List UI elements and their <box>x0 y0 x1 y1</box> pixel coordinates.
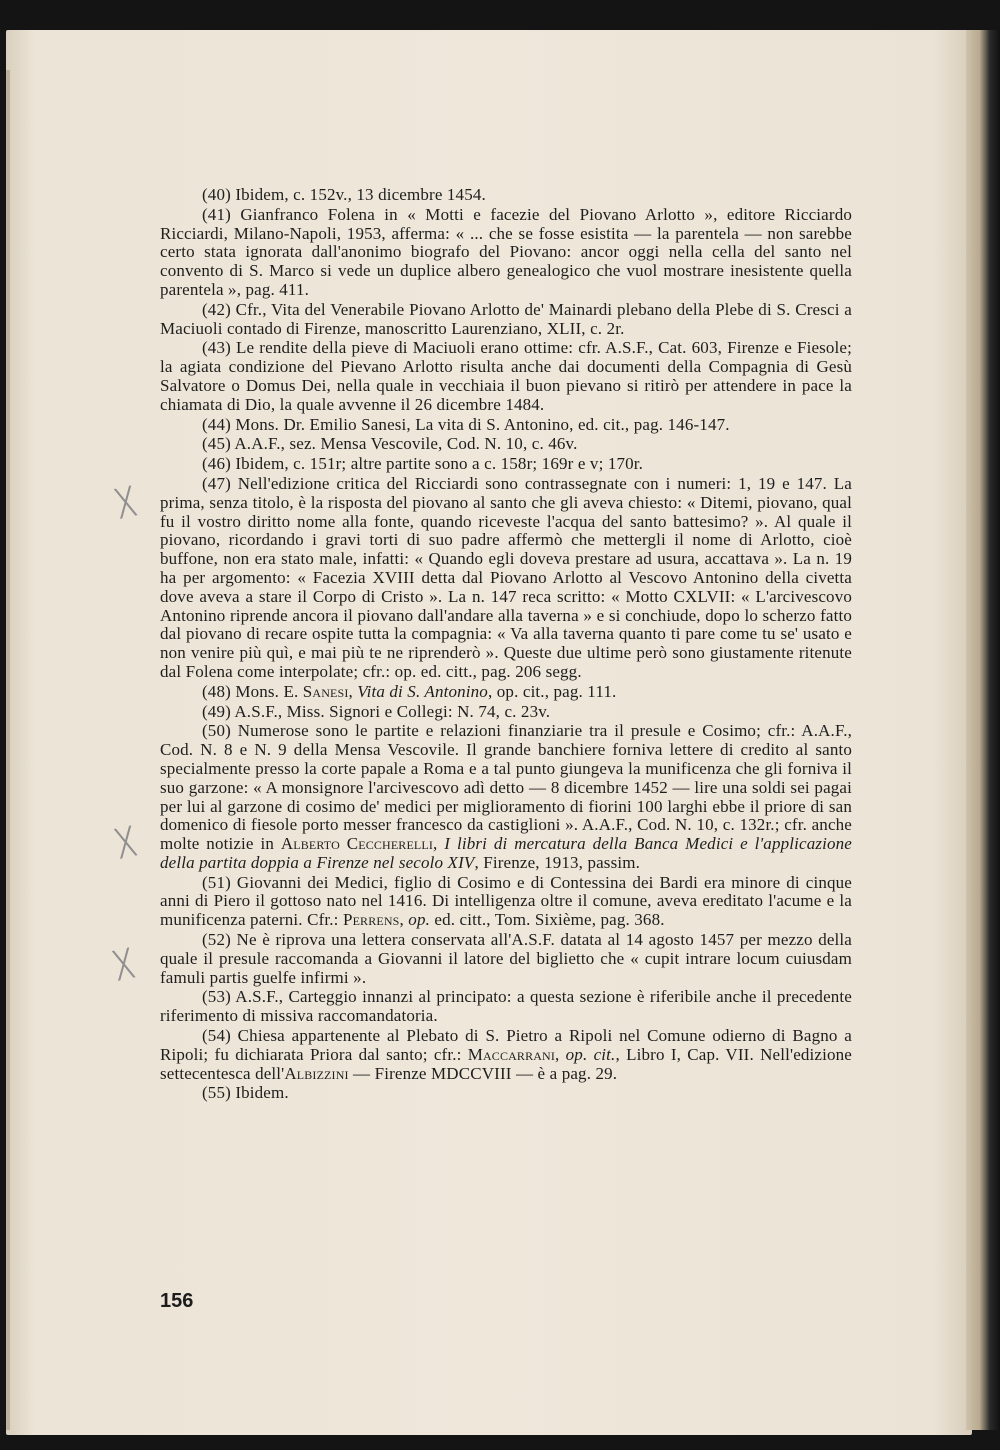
footnote-51: (51) Giovanni dei Medici, figlio di Cosimo e di Contessina dei Bardi era minore di cinque anni di Piero il gottoso nato nel 1416. Di intelligenza oltre il comune, aveva ereditato l'acume e la munificenza paterni. Cfr.: Perrens, op. ed. citt., Tom. Sixième, pag. 368. <box>160 872 852 930</box>
footnote-46: (46) Ibidem, c. 151r; altre partite sono a c. 158r; 169r e v; 170r. <box>202 454 644 474</box>
footnote-43: (43) Le rendite della pieve di Maciuoli erano ottime: cfr. A.S.F., Cat. 603, Firenze e Fiesole; la agiata condizione del Pievano Arlotto risulta anche dai documenti della Compagnia di Gesù Salvatore o Domus Dei, nella quale in vecchiaia il buon pievano si ritirò per attendere in pace la chiamata di Dio, la quale avvenne il 26 dicembre 1484. <box>160 338 852 414</box>
footnote-53: (53) A.S.F., Carteggio innanzi al principato: a questa sezione è riferibile anche il precedente riferimento di missiva raccomandatoria. <box>160 987 852 1026</box>
footnote-41: (41) Gianfranco Folena in « Motti e facezie del Piovano Arlotto », editore Ricciardo Ricciardi, Milano-Napoli, 1953, afferma: « ... che se fosse esistita — la parentela — non sarebbe certo stata ignorata dall'anonimo biografo del Piovano: ancor oggi nella cella del santo nel convento di S. Marco si vede un duplice albero genealogico che vuol mostrare inesistente quella parentela », pag. 411. <box>160 204 852 299</box>
footnote-45: (45) A.A.F., sez. Mensa Vescovile, Cod. N. 10, c. 46v. <box>202 434 578 454</box>
pencil-mark-icon: ╳ <box>115 486 137 520</box>
footnote-48: (48) Mons. E. Sanesi, Vita di S. Antonino, op. cit., pag. 111. <box>202 681 617 701</box>
pencil-mark-icon: ╳ <box>113 948 135 982</box>
footnote-44: (44) Mons. Dr. Emilio Sanesi, La vita di S. Antonino, ed. cit., pag. 146-147. <box>202 414 730 434</box>
footnote-49: (49) A.S.F., Miss. Signori e Collegi: N. 74, c. 23v. <box>202 701 551 721</box>
footnote-55: (55) Ibidem. <box>202 1083 289 1103</box>
page-number: 156 <box>160 1290 194 1312</box>
pencil-mark-icon: ╳ <box>115 826 137 860</box>
footnote-42: (42) Cfr., Vita del Venerabile Piovano Arlotto de' Mainardi plebano della Plebe di S. Cresci a Maciuoli contado di Firenze, manoscritto Laurenziano, XLII, c. 2r. <box>160 299 852 338</box>
page-stack-edge <box>966 30 1000 1430</box>
footnote-40: (40) Ibidem, c. 152v., 13 dicembre 1454. <box>202 185 486 204</box>
footnote-47: (47) Nell'edizione critica del Ricciardi sono contrassegnate con i numeri: 1, 19 e 147. La prima, senza titolo, è la risposta del piovano al santo che gli aveva chiesto: « Ditemi, piovano, qual fu il vostro diritto nome alla fonte, quando riceveste l'acqua del santo battesimo? ». Al quale il piovano, ricordando i gravi torti di suo padre affermò che mettergli il nome di Arlotto, cioè buffone, non era stato male, infatti: « Quando egli doveva prestare ad usura, accattava ». La n. 19 ha per argomento: « Facezia XVIII detta dal Piovano Arlotto al Vescovo Antonino della civetta dove aveva a stare il Corpo di Cristo ». La n. 147 reca scritto: « Motto CXLVII: « L'arcivescovo Antonino riprende ancora il piovano dall'andare alla taverna » e si conchiude, dopo lo scherzo fatto dal piovano di recare ospite tutta la compagnia: « Va alla taverna quanto ti pare come tu se' usato e non venire più quì, e mai più te ne riprenderò ». Queste due ultime però sono giustamente ritenute dal Folena come interpolate; cfr.: op. ed. citt., pag. 206 segg. <box>160 473 852 681</box>
footnotes-block <box>160 186 852 1103</box>
footnote-50: (50) Numerose sono le partite e relazioni finanziarie tra il presule e Cosimo; cfr.: A.A.F., Cod. N. 8 e N. 9 della Mensa Vescovile. Il grande banchiere forniva lettere di credito al santo specialmente presso la corte papale a Roma e a tal punto giungeva la munificenza che gli forniva il suo garzone: « A monsignore l'arcivescovo adì detto — 8 dicembre 1452 — lire una soldi sei pagai per lui al garzone di cosimo de' medici per miglioramento di fiorini 100 larghi ebbe il priore di san domenico di fiesole porto messer francesco da castiglioni ». A.A.F., Cod. N. 10, c. 132r.; cfr. anche molte notizie in Alberto Ceccherelli, I libri di mercatura della Banca Medici e l'applicazione della partita doppia a Firenze nel secolo XIV, Firenze, 1913, passim. <box>160 721 852 872</box>
footnote-52: (52) Ne è riprova una lettera conservata all'A.S.F. datata al 14 agosto 1457 per mezzo della quale il presule raccomanda a Giovanni il latore del biglietto che « cupit intrare locum cuiusdam famuli partis guelfe infirmi ». <box>160 930 852 987</box>
page-gutter-edge <box>6 70 10 1430</box>
footnote-54: (54) Chiesa appartenente al Plebato di S. Pietro a Ripoli nel Comune odierno di Bagno a Ripoli; fu dichiarata Priora dal santo; cfr.: Maccarrani, op. cit., Libro I, Cap. VII. Nell'edizione settecentesca dell'Albizzini — Firenze MDCCVIII — è a pag. 29. <box>160 1026 852 1083</box>
